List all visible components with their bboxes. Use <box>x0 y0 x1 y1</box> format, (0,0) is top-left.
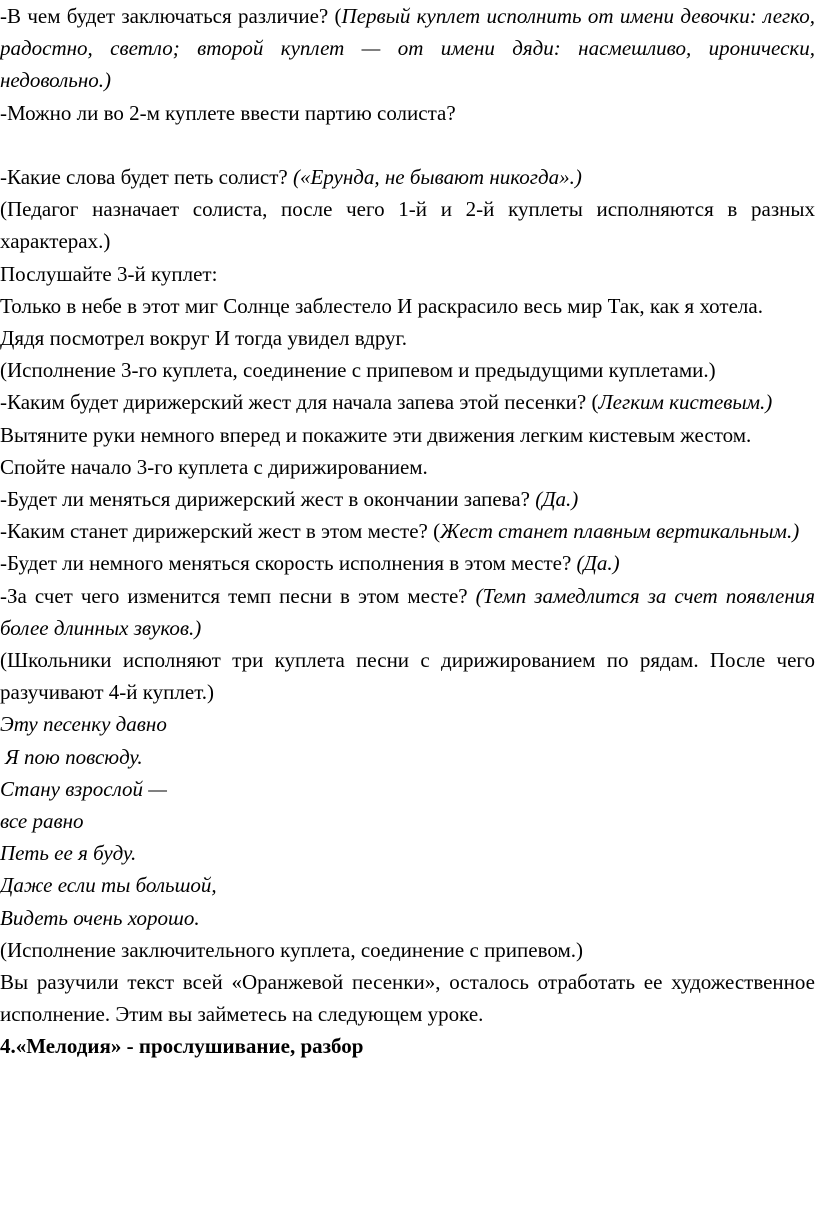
answer-text: (Да.) <box>535 487 579 512</box>
verse-line: Эту песенку давно <box>0 712 167 737</box>
performance-note-final: (Исполнение заключительного куплета, соединение с припевом.) <box>0 937 584 962</box>
verse-3-lyrics-part2: Дядя посмотрел вокруг И тогда увидел вдруг. <box>0 326 408 351</box>
question-tempo-change <box>0 547 815 579</box>
section-heading: 4.«Мелодия» - прослушивание, разбор <box>0 1034 364 1059</box>
verse-line: все равно <box>0 809 84 834</box>
instruction-hands: Вытяните руки немного вперед и покажите эти движения легким кистевым жестом. <box>0 422 752 447</box>
question-text: -Будет ли меняться дирижерский жест в окончании запева? <box>0 487 536 512</box>
question-tempo-reason <box>0 580 815 644</box>
verse-line: Видеть очень хорошо. <box>0 905 200 930</box>
performance-note-verse-3: (Исполнение 3-го куплета, соединение с припевом и предыдущими куплетами.) <box>0 358 716 383</box>
question-gesture-change <box>0 483 815 515</box>
question-soloist: -Можно ли во 2-м куплете ввести партию солиста? <box>0 100 456 125</box>
verse-line: Я пою повсюду. <box>5 744 143 769</box>
listen-verse-3: Послушайте 3-й куплет: <box>0 261 218 286</box>
lesson-summary: Вы разучили текст всей «Оранжевой песенки», осталось отработать ее художественное исполнение. Этим вы займетесь на следующем уроке. <box>0 970 815 1027</box>
blank-line <box>0 129 815 161</box>
question-soloist-words <box>0 161 815 193</box>
question-text: -В чем будет заключаться различие? ( <box>0 4 342 28</box>
question-text: -За счет чего изменится темп песни в этом месте? <box>0 583 476 608</box>
question-conducting-gesture <box>0 386 815 418</box>
answer-text: (Темп замедлится за счет появления более длинных звуков.) <box>0 583 815 640</box>
answer-text: Жест станет плавным вертикальным.) <box>440 519 800 544</box>
question-gesture-type <box>0 515 815 547</box>
instruction-sing-conducting: Спойте начало 3-го куплета с дирижированием. <box>0 454 428 479</box>
verse-line: Петь ее я буду. <box>0 841 137 866</box>
question-text: -Какие слова будет петь солист? <box>0 165 293 189</box>
question-text: -Каким станет дирижерский жест в этом месте? ( <box>0 519 441 544</box>
answer-text: (Да.) <box>576 551 620 576</box>
teacher-note-soloist: (Педагог назначает солиста, после чего 1-й и 2-й куплеты исполняются в разных характерах.) <box>0 197 815 254</box>
verse-line: Даже если ты большой, <box>0 873 217 898</box>
verse-3-lyrics-part1: Только в небе в этот миг Солнце заблестело И раскрасило весь мир Так, как я хотела. <box>0 293 763 318</box>
performance-note-rows: (Школьники исполняют три куплета песни с дирижированием по рядам. После чего разучивают 4-й куплет.) <box>0 648 815 705</box>
answer-text: («Ерунда, не бывают никогда».) <box>292 165 582 189</box>
question-text: -Будет ли немного меняться скорость исполнения в этом месте? <box>0 551 577 576</box>
answer-text: Первый куплет исполнить от имени девочки: легко, радостно, светло; второй куплет — от имени дяди: насмешливо, иронически, недовольно.) <box>0 4 815 93</box>
question-difference <box>0 0 815 97</box>
verse-4-lyrics <box>0 708 815 933</box>
answer-text: Легким кистевым.) <box>598 390 773 415</box>
question-text: -Каким будет дирижерский жест для начала запева этой песенки? ( <box>0 390 599 415</box>
verse-line: Стану взрослой — <box>0 776 167 801</box>
